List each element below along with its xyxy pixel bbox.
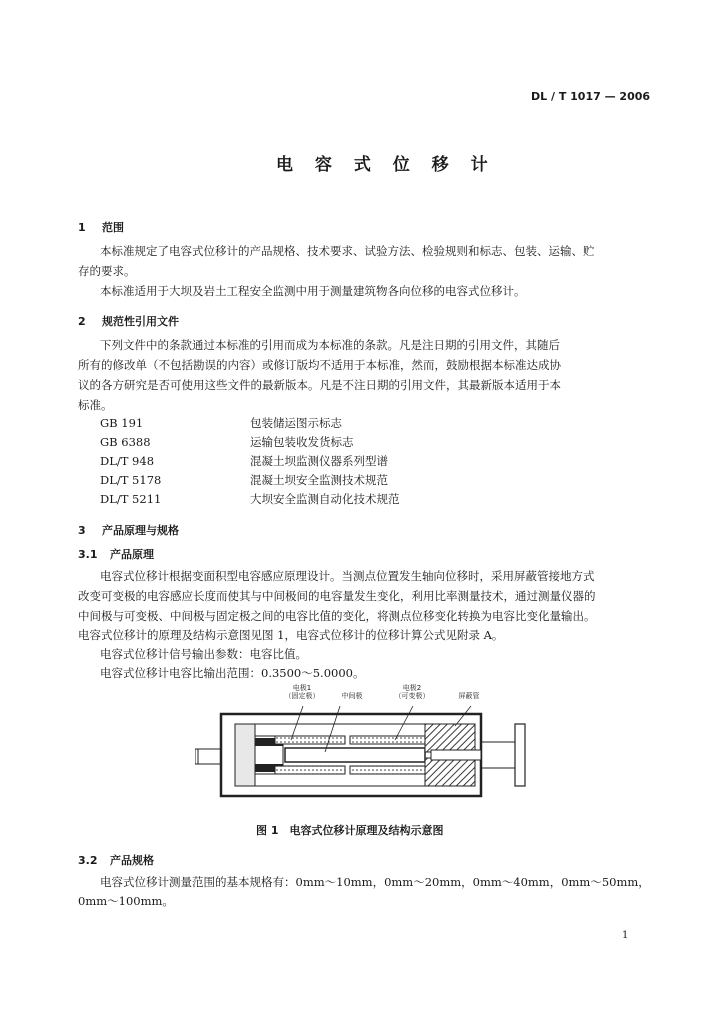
section-3-2-line-1: 电容式位移计测量范围的基本规格有：0mm～10mm，0mm～20mm，0mm～40mm，0mm～50mm， (100, 875, 650, 889)
section-3-2-line-2: 0mm～100mm。 (78, 894, 174, 908)
section-2-line: 标准。 (78, 398, 113, 412)
section-3-1-line: 中间极与可变极、中间极与固定极之间的电容比值的变化，将测点位移变化转换为电容比变化量输出。 (78, 609, 596, 623)
reference-code: GB 6388 (100, 435, 151, 449)
reference-row (100, 415, 342, 431)
section-2-title: 规范性引用文件 (102, 315, 179, 328)
section-3-2-number: 3.2 (78, 854, 98, 867)
section-3-1-line: 电容式位移计根据变面积型电容感应原理设计。当测点位置发生轴向位移时，采用屏蔽管接地方式 (100, 569, 595, 583)
reference-title: 包装储运图示标志 (250, 416, 342, 430)
label-shield-tube: 屏蔽管 (458, 692, 480, 700)
signal-output-text: 电容式位移计信号输出参数：电容比值。 (100, 647, 307, 661)
section-3-2-heading (78, 852, 154, 868)
section-1-number: 1 (78, 221, 86, 234)
measuring-rod (481, 724, 525, 786)
section-2-line: 议的各方研究是否可使用这些文件的最新版本。凡是不注日期的引用文件，其最新版本适用于本 (78, 378, 561, 392)
reference-row (100, 491, 400, 507)
reference-title: 混凝土坝监测仪器系列型谱 (250, 454, 388, 468)
figure-1-caption: 图 1 电容式位移计原理及结构示意图 (256, 824, 444, 837)
reference-row (100, 472, 388, 488)
displacement-meter-diagram (195, 700, 535, 815)
label-electrode-1-role: （固定极） (284, 692, 320, 700)
left-cable (195, 749, 221, 764)
middle-electrode (285, 748, 425, 762)
section-3-number: 3 (78, 524, 86, 537)
reference-title: 大坝安全监测自动化技术规范 (250, 492, 400, 506)
label-middle-electrode: 中间极 (341, 692, 363, 700)
reference-code: DL/T 5211 (100, 492, 162, 506)
label-electrode-2-role: （可变极） (394, 692, 430, 700)
label-electrode-2 (387, 684, 437, 700)
reference-code: GB 191 (100, 416, 144, 430)
reference-row (100, 453, 388, 469)
standard-number-header: DL / T 1017 — 2006 (531, 90, 651, 103)
label-electrode-1-name: 电极1 (292, 684, 312, 692)
section-2-line: 所有的修改单（不包括勘误的内容）或修订版均不适用于本标准，然而，鼓励根据本标准达成协 (78, 358, 561, 372)
section-2-heading (78, 313, 179, 329)
reference-row (100, 434, 354, 450)
label-electrode-1 (277, 684, 327, 700)
section-1-heading (78, 219, 124, 235)
section-1-paragraph-1-line-2: 存的要求。 (78, 264, 136, 278)
section-2-line: 下列文件中的条款通过本标准的引用而成为本标准的条款。凡是注日期的引用文件，其随后 (100, 338, 560, 352)
reference-code: DL/T 5178 (100, 473, 162, 487)
page-title: 电 容 式 位 移 计 (276, 155, 496, 175)
section-1-title: 范围 (102, 221, 124, 234)
section-3-1-title: 产品原理 (110, 548, 154, 561)
page-number: 1 (622, 930, 629, 941)
section-3-1-heading (78, 546, 154, 562)
section-1-paragraph-2: 本标准适用于大坝及岩土工程安全监测中用于测量建筑物各向位移的电容式位移计。 (100, 284, 526, 298)
section-2-number: 2 (78, 315, 86, 328)
reference-title: 混凝土坝安全监测技术规范 (250, 473, 388, 487)
section-1-paragraph-1-line-1: 本标准规定了电容式位移计的产品规格、技术要求、试验方法、检验规则和标志、包装、运输、贮 (100, 244, 595, 258)
reference-title: 运输包装收发货标志 (250, 435, 354, 449)
shield-tube (425, 724, 481, 786)
reference-code: DL/T 948 (100, 454, 155, 468)
section-3-heading (78, 522, 179, 538)
section-3-1-number: 3.1 (78, 548, 98, 561)
section-3-1-line: 电容式位移计的原理及结构示意图见图 1，电容式位移计的位移计算公式见附录 A。 (78, 628, 504, 642)
section-3-title: 产品原理与规格 (102, 524, 179, 537)
capacitance-range-text: 电容式位移计电容比输出范围：0.3500～5.0000。 (100, 666, 365, 680)
label-electrode-2-name: 电极2 (402, 684, 422, 692)
section-3-2-title: 产品规格 (110, 854, 154, 867)
section-3-1-line: 改变可变极的电容感应长度而使其与中间极间的电容量发生变化，利用比率测量技术，通过测量仪器的 (78, 589, 596, 603)
